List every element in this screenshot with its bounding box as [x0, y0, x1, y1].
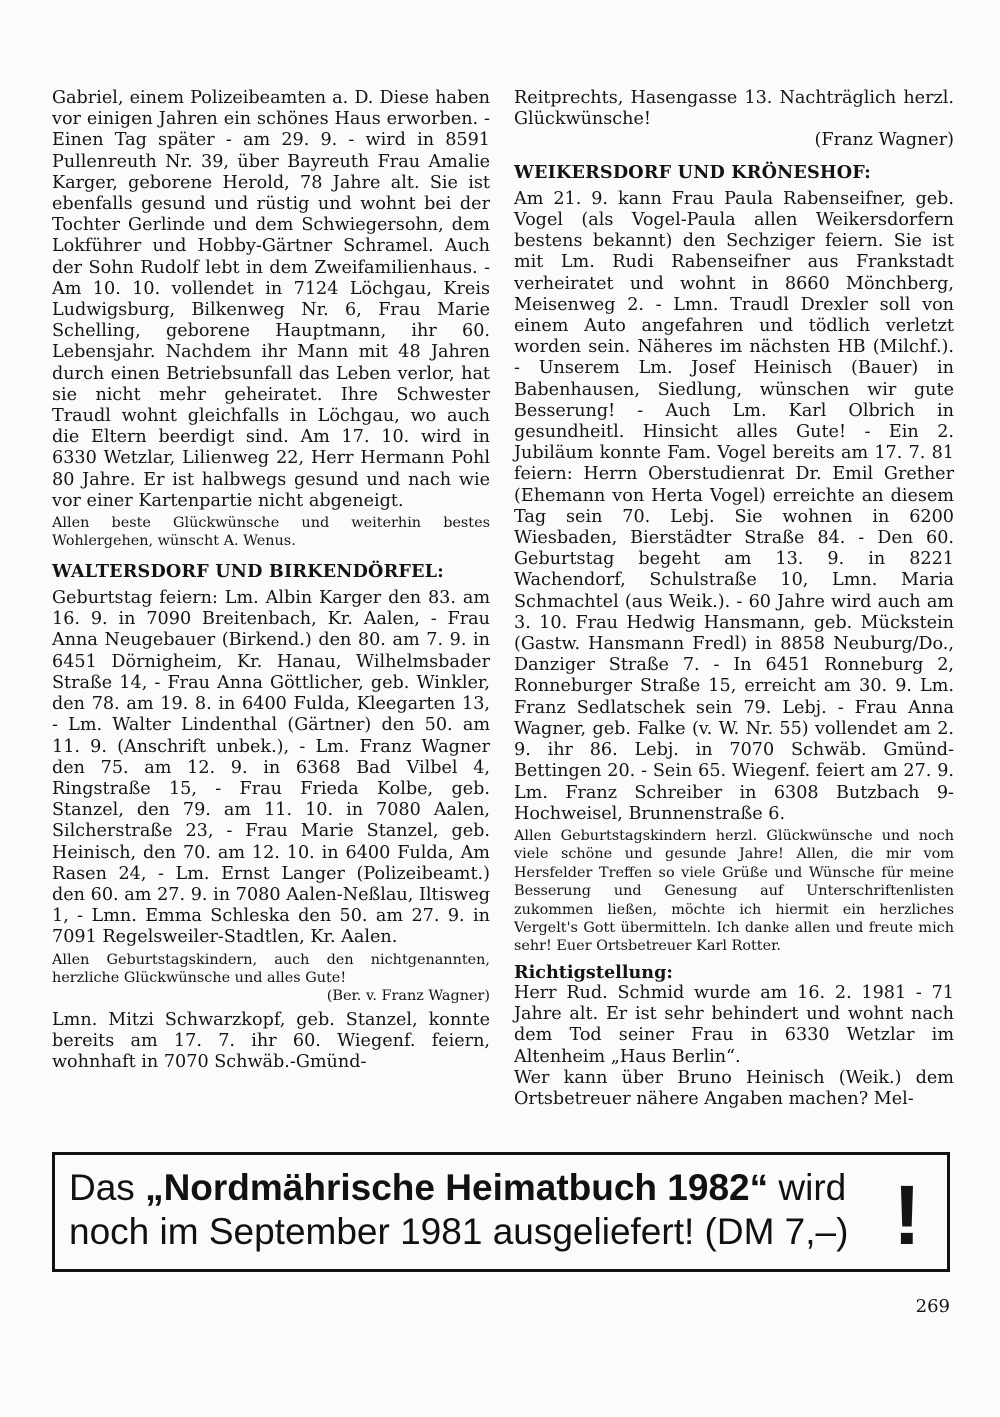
page-number: 269	[915, 1296, 950, 1317]
right-paragraph-3: Herr Rud. Schmid wurde am 16. 2. 1981 - 71 Jahre alt. Er ist sehr behindert und wohnt nach dem Tod seiner Frau in 6330 Wetzlar im Altenheim „Haus Berlin“.	[514, 982, 954, 1067]
left-note-1: Allen beste Glückwünsche und weiterhin bestes Wohlergehen, wünscht A. Wenus.	[52, 515, 490, 550]
left-paragraph-3: Lmn. Mitzi Schwarzkopf, geb. Stanzel, konnte bereits am 17. 7. ihr 60. Wiegenf. feiern, wohnhaft in 7070 Schwäb.-Gmünd-	[52, 1009, 490, 1073]
banner-line-1	[69, 1167, 846, 1209]
right-paragraph-4: Wer kann über Bruno Heinisch (Weik.) dem Ortsbetreuer nähere Angaben machen? Mel-	[514, 1067, 954, 1109]
exclamation-mark: !	[893, 1168, 921, 1262]
section-heading-waltersdorf: WALTERSDORF UND BIRKENDÖRFEL:	[52, 560, 444, 582]
banner-line-1-pre: Das	[69, 1167, 146, 1208]
left-note-2-signature: (Ber. v. Franz Wagner)	[326, 988, 490, 1005]
left-paragraph-2: Geburtstag feiern: Lm. Albin Karger den 83. am 16. 9. in 7090 Breitenbach, Kr. Aalen, - Frau Anna Neugebauer (Birkend.) den 80. am 7. 9. in 6451 Dörnigheim, Kr. Hanau, Wilhelmsbader Straße 14, - Frau Anna Göttlicher, geb. Winkler, den 78. am 19. 8. in 6400 Fulda, Kleegarten 13, - Lm. Walter Lindenthal (Gärtner) den 50. am 11. 9. (Anschrift unbek.), - Lm. Franz Wagner den 75. am 12. 9. in 6368 Bad Vilbel 4, Ringstraße 15, - Frau Frieda Kolbe, geb. Stanzel, den 79. am 11. 10. in 7080 Aalen, Silcherstraße 23, - Frau Marie Stanzel, geb. Heinisch, den 70. am 12. 10. in 6400 Fulda, Am Rasen 24, - Lm. Ernst Langer (Polizeibeamt.) den 60. am 27. 9. in 7080 Aalen-Neßlau, Iltisweg 1, - Lmn. Emma Schleska den 50. am 27. 9. in 7091 Regelsweiler-Stadtlen, Kr. Aalen.	[52, 588, 490, 948]
announcement-banner	[52, 1152, 950, 1272]
right-paragraph-1: Reitprechts, Hasengasse 13. Nachträglich herzl. Glückwünsche!	[514, 88, 954, 130]
banner-line-1-post: wird	[768, 1167, 847, 1208]
right-paragraph-1-signature: (Franz Wagner)	[814, 130, 954, 151]
right-column	[514, 88, 954, 1110]
right-note-2: Allen Geburtstagskindern herzl. Glückwünsche und noch viele schöne und gesunde Jahre! Allen, die mir vom Hersfelder Treffen so viele Grüße und Wünsche für meine Besserung und Genesung auf Unterschriftenlisten zukommen ließen, möchte ich hiermit ein herzliches Vergelt's Gott übermitteln. Ich danke allen und freute mich sehr! Euer Ortsbetreuer Karl Rotter.	[514, 827, 954, 955]
right-paragraph-2: Am 21. 9. kann Frau Paula Rabenseifner, geb. Vogel (als Vogel-Paula allen Weikersdorfern bestens bekannt) den Sechziger feiern. Sie ist mit Lm. Rudi Rabenseifner aus Frankstadt verheiratet und wohnt in 8660 Mönchberg, Meisenweg 2. - Lmn. Traudl Drexler soll von einem Auto angefahren und tödlich verletzt worden sein. Näheres im nächsten HB (Milchf.). - Unserem Lm. Josef Heinisch (Bauer) in Babenhausen, Siedlung, wünschen wir gute Besserung! - Auch Lm. Karl Olbrich in gesundheitl. Hinsicht alles Gute! - Ein 2. Jubiläum konnte Fam. Vogel bereits am 17. 7. 81 feiern: Herrn Oberstudienrat Dr. Emil Grether (Ehemann von Herta Vogel) erreichte an diesem Tag sein 70. Lebj. Sie wohnen in 6200 Wiesbaden, Bierstädter Straße 84. - Den 60. Geburtstag begeht am 13. 9. in 8221 Wachendorf, Schulstraße 10, Lmn. Maria Schmachtel (aus Weik.). - 60 Jahre wird auch am 3. 10. Frau Hedwig Hansmann, geb. Mückstein (Gastw. Hansmann Fredl) in 8858 Neuburg/Do., Danziger Straße 7. - In 6451 Ronneburg 2, Ronneburger Straße 15, erreicht am 30. 9. Lm. Franz Sedlatschek sein 79. Lebj. - Frau Anna Wagner, geb. Falke (v. W. Nr. 55) vollendet am 2. 9. ihr 86. Lebj. in 7070 Schwäb. Gmünd-Bettingen 20. - Sein 65. Wiegenf. feiert am 27. 9. Lm. Franz Schreiber in 6308 Butzbach 9-Hochweisel, Brunnenstraße 6.	[514, 188, 954, 824]
left-note-2: Allen Geburtstagskindern, auch den nichtgenannten, herzliche Glückwünsche und alles Gute!	[52, 951, 490, 986]
section-heading-weikersdorf: WEIKERSDORF UND KRÖNESHOF:	[514, 161, 871, 183]
section-heading-richtigstellung: Richtigstellung:	[514, 961, 673, 983]
left-column	[52, 88, 490, 1073]
left-paragraph-1: Gabriel, einem Polizeibeamten a. D. Diese haben vor einigen Jahren ein schönes Haus erworben. - Einen Tag später - am 29. 9. - wird in 8591 Pullenreuth Nr. 39, über Bayreuth Frau Amalie Karger, geborene Herold, 78 Jahre alt. Sie ist ebenfalls gesund und rüstig und wohnt bei der Tochter Gerlinde und dem Schwiegersohn, dem Lokführer und Hobby-Gärtner Schramel. Auch der Sohn Rudolf lebt in dem Zweifamilienhaus. - Am 10. 10. vollendet in 7124 Löchgau, Kreis Ludwigsburg, Bilkenweg Nr. 6, Frau Marie Schelling, geborene Hauptmann, ihr 60. Lebensjahr. Nachdem ihr Mann mit 48 Jahren durch einen Betriebsunfall das Leben verlor, hat sie nicht mehr geheiratet. Ihre Schwester Traudl wohnt gleichfalls in Löchgau, wo auch die Eltern beerdigt sind. Am 17. 10. wird in 6330 Wetzlar, Lilienweg 22, Herr Hermann Pohl 80 Jahre. Er ist halbwegs gesund und nach wie vor einer Kartenpartie nicht abgeneigt.	[52, 88, 490, 511]
banner-line-2: noch im September 1981 ausgeliefert! (DM 7,–)	[69, 1211, 849, 1252]
banner-book-title: „Nordmährische Heimatbuch 1982“	[145, 1167, 769, 1208]
